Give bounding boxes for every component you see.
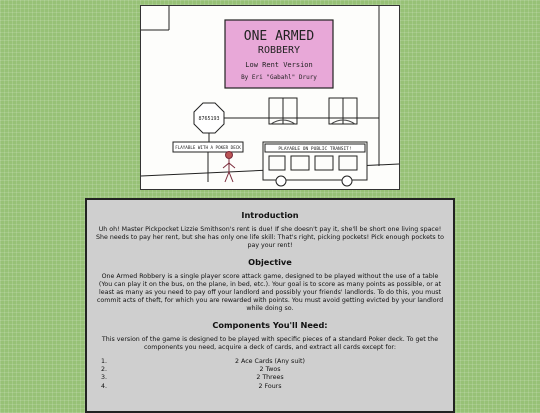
street-sign-text: 8765193 xyxy=(198,116,220,122)
list-item-label: 2 Fours xyxy=(258,382,282,390)
introduction-heading: Introduction xyxy=(241,210,299,220)
rules-panel xyxy=(85,198,455,413)
bus-sign-text: PLAYABLE ON PUBLIC TRANSIT! xyxy=(278,147,352,152)
list-item-number: 4. xyxy=(101,382,108,390)
window-icon xyxy=(329,98,357,124)
list-item xyxy=(95,358,445,366)
info-sign-text: FLAYABLE WITH A POKER DECK xyxy=(175,145,241,150)
list-item-label: 2 Twos xyxy=(259,366,281,374)
introduction-text: Uh oh! Master Pickpocket Lizzie Smithson's rent is due! If she doesn't pay it, she'll be short one living space! She needs to pay her rent, but she has only one life skill: That's right, picking pockets! Pick enough pockets to pay your rent! xyxy=(95,226,445,250)
banner-byline: By Eri "Gabahl" Drury xyxy=(241,74,317,81)
components-heading: Components You'll Need: xyxy=(212,319,328,330)
pickpocket-figure-icon xyxy=(223,152,235,183)
list-item-number: 1. xyxy=(101,358,108,366)
objective-text: One Armed Robbery is a single player score attack game, designed to be played without the use of a table (You can play it on the bus, on the plane, in bed, etc.). Your goal is to score as many points as possible, or at least as many as you need to pay off your landlord and possibly your friends' landlords. To do this, you must commit acts of theft, for which you are rewarded with points. You must avoid getting evicted by your landlord while doing so. xyxy=(96,272,444,313)
list-item xyxy=(95,366,445,374)
list-item-label: 2 Ace Cards (Any suit) xyxy=(235,358,305,366)
list-item-number: 3. xyxy=(101,374,108,382)
components-text: This version of the game is designed to be played with specific pieces of a standard Poker deck. To get the components you need, acquire a deck of cards, and extract all cards except for: xyxy=(101,335,439,351)
list-item xyxy=(95,374,445,382)
list-item-number: 2. xyxy=(101,366,108,374)
street-sign-icon xyxy=(194,103,224,142)
list-item xyxy=(95,383,445,391)
objective-heading: Objective xyxy=(248,256,292,267)
bus-icon xyxy=(263,142,367,186)
banner-title-line1: ONE ARMED xyxy=(243,29,315,44)
components-list xyxy=(95,358,445,391)
banner-subtitle: Low Rent Version xyxy=(245,61,313,69)
window-icon xyxy=(269,98,297,124)
info-sign-icon xyxy=(173,142,243,182)
banner-title-line2: ROBBERY xyxy=(257,45,301,56)
list-item-label: 2 Threes xyxy=(256,374,284,382)
title-banner-image xyxy=(140,5,400,190)
